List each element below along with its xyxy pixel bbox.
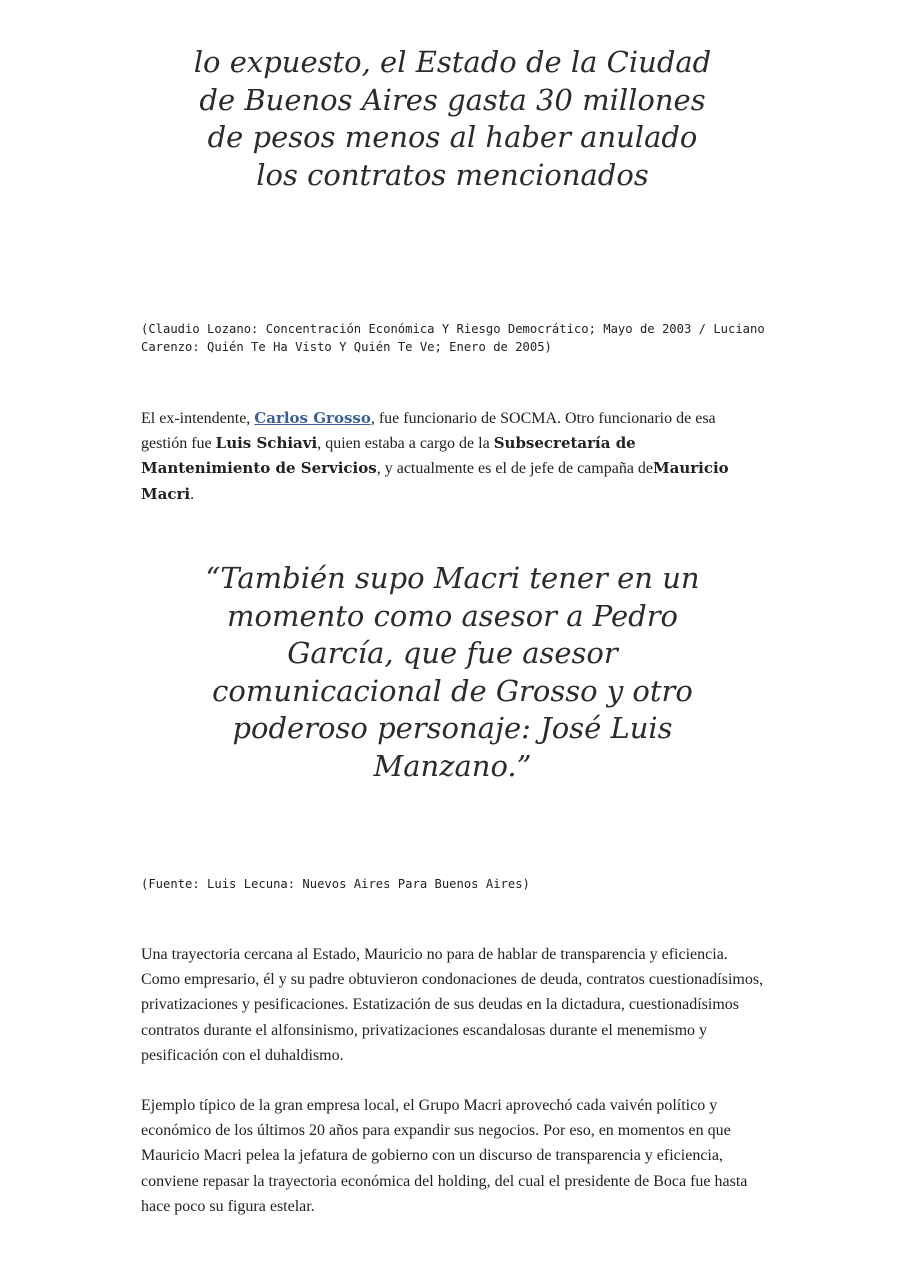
paragraph-text: , quien estaba a cargo de la xyxy=(317,435,494,453)
pull-quote: “También supo Macri tener en un momento como asesor a Pedro García, que fue asesor comunicacional de Grosso y otro poderoso personaje: José Luis Manzano.” xyxy=(205,561,700,783)
paragraph-text: . xyxy=(190,485,195,503)
source-citation: (Claudio Lozano: Concentración Económica Y Riesgo Democrático; Mayo de 2003 / Luciano Carenzo: Quién Te Ha Visto Y Quién Te Ve; Enero de 2005) xyxy=(141,322,765,354)
body-paragraph xyxy=(141,406,765,507)
paragraph-text: , fue funcionario de SOCMA. Otro funcionario de esa gestión fue xyxy=(141,410,716,453)
paragraph-text: El ex-intendente, xyxy=(141,410,255,427)
bold-name-mauricio-macri: Mauricio Macri xyxy=(141,459,729,503)
paragraph-text: , y actualmente es el de jefe de campaña de xyxy=(376,460,654,478)
body-paragraph: Una trayectoria cercana al Estado, Mauricio no para de hablar de transparencia y eficiencia. Como empresario, él y su padre obtuvieron condonaciones de deuda, contratos cuestionadísimos, privatizaciones y pesificaciones. Estatización de sus deudas en la dictadura, cuestionadísimos contratos durante el alfonsinismo, privatizaciones escandalosas durante el menemismo y pesificación con el duhaldismo. xyxy=(141,946,764,1064)
carlos-grosso-link[interactable]: Carlos Grosso xyxy=(254,409,371,427)
source-citation: (Fuente: Luis Lecuna: Nuevos Aires Para Buenos Aires) xyxy=(141,877,530,891)
bold-subsecretaria: Subsecretaría de Mantenimiento de Servicios xyxy=(141,434,636,478)
body-paragraph: Ejemplo típico de la gran empresa local, el Grupo Macri aprovechó cada vaivén político y económico de los últimos 20 años para expandir sus negocios. Por eso, en momentos en que Mauricio Macri pelea la jefatura de gobierno con un discurso de transparencia y eficiencia, conviene repasar la trayectoria económica del holding, del cual el presidente de Boca fue hasta hace poco su figura estelar. xyxy=(141,1097,748,1215)
pull-quote: lo expuesto, el Estado de la Ciudad de Buenos Aires gasta 30 millones de pesos menos al haber anulado los contratos mencionados xyxy=(193,45,712,192)
bold-name-luis-schiavi: Luis Schiavi xyxy=(215,434,318,453)
